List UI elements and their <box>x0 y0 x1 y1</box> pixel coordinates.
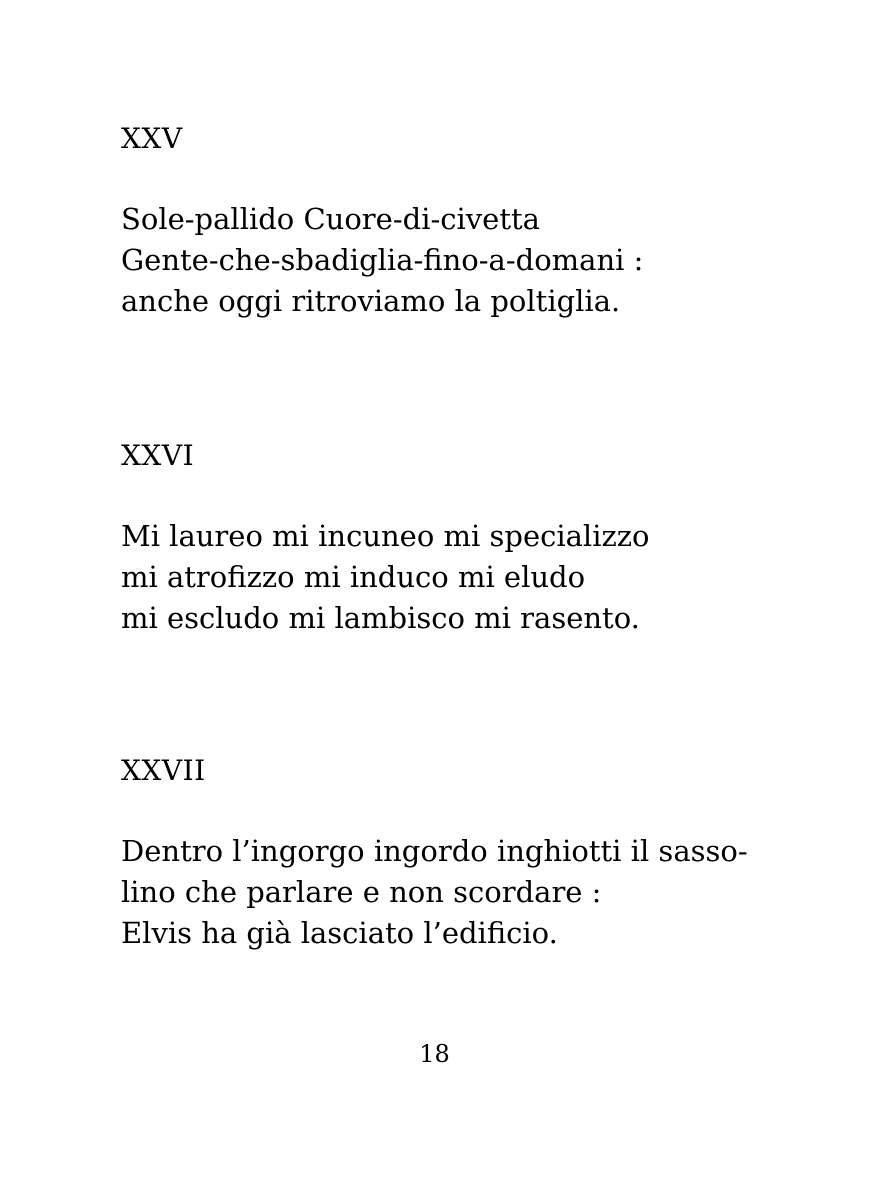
poem-xxv <box>121 120 801 322</box>
poem-line: anche oggi ritroviamo la poltiglia. <box>121 284 621 318</box>
poem-line: mi escludo mi lambisco mi rasento. <box>121 601 640 635</box>
poem-numeral: XXV <box>121 122 183 155</box>
poem-numeral: XXVII <box>121 754 206 787</box>
poem-line: Mi laureo mi incuneo mi specializzo <box>121 519 650 553</box>
poem-line: lino che parlare e non scordare : <box>121 875 602 909</box>
poem-numeral: XXVI <box>121 439 195 472</box>
poem-stanza <box>121 516 801 639</box>
poem-xxvii <box>121 752 801 954</box>
poem-stanza <box>121 831 801 954</box>
page-number: 18 <box>419 1040 450 1068</box>
poem-xxvi <box>121 437 801 639</box>
poem-line: Dentro l’ingorgo ingordo inghiotti il sasso- <box>121 834 748 868</box>
poem-stanza <box>121 199 801 322</box>
poem-line: mi atrofizzo mi induco mi eludo <box>121 560 586 594</box>
poem-line: Gente-che-sbadiglia-fino-a-domani : <box>121 243 644 277</box>
poem-line: Sole-pallido Cuore-di-civetta <box>121 202 540 236</box>
poem-line: Elvis ha già lasciato l’edificio. <box>121 916 558 950</box>
